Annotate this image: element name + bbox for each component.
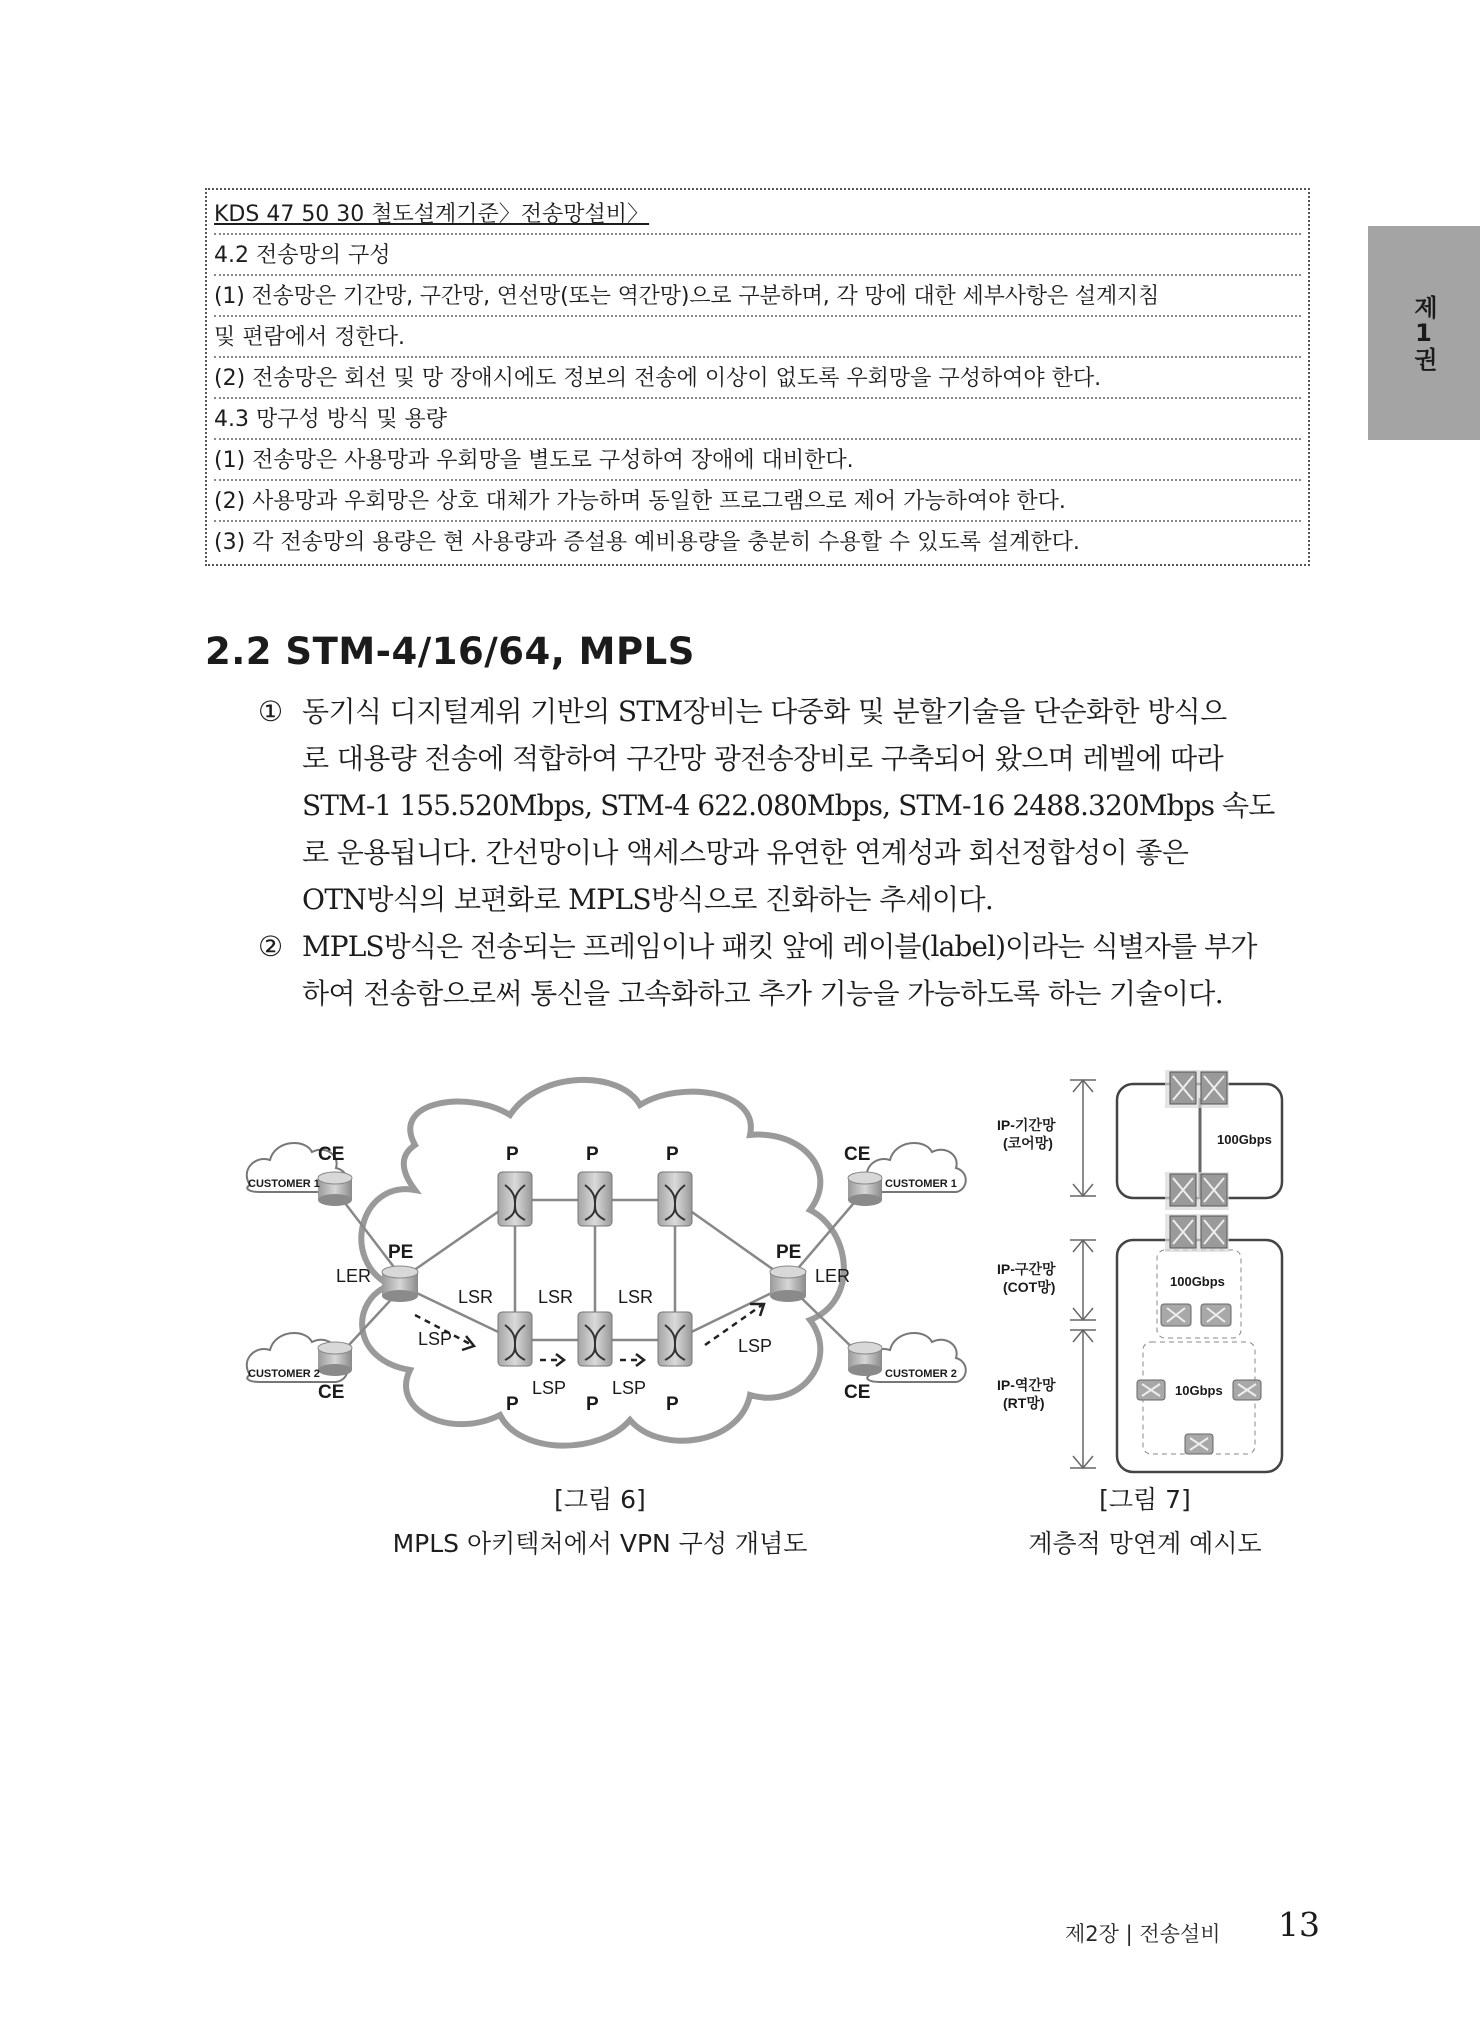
paragraph-line: 로 대용량 전송에 적합하여 구간망 광전송장비로 구축되어 왔으며 레벨에 따라 xyxy=(302,742,1224,775)
lsr-label: LSR xyxy=(538,1287,574,1307)
figure7-caption-title: 계층적 망연계 예시도 xyxy=(1028,1529,1262,1558)
p-label: P xyxy=(666,1144,679,1165)
tier-scale-bars xyxy=(1070,1080,1096,1468)
paragraph-item-2 xyxy=(258,923,1318,1017)
p-switch-icon xyxy=(658,1312,692,1366)
lsr-label: LSR xyxy=(618,1287,654,1307)
reference-line: (2) 전송망은 회선 및 망 장애시에도 정보의 전송에 이상이 없도록 우회망을 구성하여야 한다. xyxy=(214,358,1301,399)
p-switch-icon xyxy=(498,1172,532,1226)
figure6-caption-title: MPLS 아키텍처에서 VPN 구성 개념도 xyxy=(392,1529,808,1558)
paragraph-line: MPLS방식은 전송되는 프레임이나 패킷 앞에 레이블(label)이라는 식별자를 부가 xyxy=(302,930,1257,963)
pe-label: PE xyxy=(776,1242,802,1263)
tier-sub: (COT망) xyxy=(1003,1279,1056,1295)
ler-label: LER xyxy=(815,1266,851,1286)
p-label: P xyxy=(506,1394,519,1415)
customer-label: CUSTOMER 2 xyxy=(885,1368,957,1380)
paragraph-line: 하여 전송함으로써 통신을 고속화하고 추가 기능을 가능하도록 하는 기술이다. xyxy=(302,977,1224,1010)
rt-switch-icon xyxy=(1137,1380,1165,1400)
ce-router-icon xyxy=(318,1172,352,1206)
paragraph-line: 로 운용됩니다. 간선망이나 액세스망과 유연한 연계성과 회선정합성이 좋은 xyxy=(302,836,1189,869)
item-number: ② xyxy=(258,930,284,963)
lsp-label: LSP xyxy=(612,1378,647,1398)
customer-label: CUSTOMER 1 xyxy=(248,1178,320,1190)
rt-switch-icon xyxy=(1185,1434,1213,1454)
ce-router-icon xyxy=(318,1342,352,1376)
item-number: ① xyxy=(258,695,284,728)
ce-router-icon xyxy=(848,1172,882,1206)
p-switch-icon xyxy=(578,1312,612,1366)
tier-sub: (RT망) xyxy=(1003,1395,1045,1411)
customer-label: CUSTOMER 1 xyxy=(885,1178,957,1190)
tier-name: IP-역간망 xyxy=(997,1377,1056,1393)
figure7-hierarchy-diagram xyxy=(995,1068,1295,1488)
lsp-label: LSP xyxy=(532,1378,567,1398)
p-switch-icon xyxy=(498,1312,532,1366)
p-label: P xyxy=(506,1144,519,1165)
ce-label: CE xyxy=(318,1144,345,1165)
p-switch-icon xyxy=(578,1172,612,1226)
bandwidth-label: 10Gbps xyxy=(1175,1383,1223,1398)
pe-label: PE xyxy=(388,1242,414,1263)
core-switch-icon xyxy=(1165,1172,1229,1210)
p-label: P xyxy=(586,1144,599,1165)
figure6-caption-number: [그림 6] xyxy=(554,1485,646,1514)
paragraph-item-1 xyxy=(258,688,1318,923)
cot-switch-icon xyxy=(1161,1304,1231,1326)
standard-reference-box xyxy=(205,188,1310,566)
ler-label: LER xyxy=(336,1266,372,1286)
paragraph-line: STM-1 155.520Mbps, STM-4 622.080Mbps, STM-16 2488.320Mbps 속도 xyxy=(302,789,1275,822)
paragraph-line: OTN방식의 보편화로 MPLS방식으로 진화하는 추세이다. xyxy=(302,883,994,916)
pe-router-icon xyxy=(382,1266,418,1302)
ce-label: CE xyxy=(318,1382,345,1403)
page-number: 13 xyxy=(1278,1905,1320,1944)
volume-side-tab xyxy=(1368,226,1480,440)
lsp-label: LSP xyxy=(418,1329,453,1349)
tier-name: IP-기간망 xyxy=(997,1117,1056,1133)
section-title: 2.2 STM-4/16/64, MPLS xyxy=(205,630,695,673)
reference-line: (2) 사용망과 우회망은 상호 대체가 가능하며 동일한 프로그램으로 제어 가능하여야 한다. xyxy=(214,481,1301,522)
reference-header: KDS 47 50 30 철도설계기준〉전송망설비〉 xyxy=(214,194,1301,235)
footer-chapter: 제2장 | 전송설비 xyxy=(1065,1922,1221,1946)
reference-line: (3) 각 전송망의 용량은 현 사용량과 증설용 예비용량을 충분히 수용할 수 있도록 설계한다. xyxy=(214,530,1080,555)
customer-label: CUSTOMER 2 xyxy=(248,1368,320,1380)
pe-router-icon xyxy=(770,1266,806,1302)
lsp-label: LSP xyxy=(738,1336,773,1356)
tier-sub: (코어망) xyxy=(1003,1135,1053,1151)
ce-label: CE xyxy=(844,1144,871,1165)
cot-switch-icon xyxy=(1165,1214,1229,1252)
lsr-label: LSR xyxy=(458,1287,494,1307)
core-switch-icon xyxy=(1165,1070,1229,1108)
paragraph-line: 동기식 디지털계위 기반의 STM장비는 다중화 및 분할기술을 단순화한 방식으 xyxy=(302,695,1227,728)
p-switch-icon xyxy=(658,1172,692,1226)
figure6-mpls-vpn-diagram xyxy=(240,1060,970,1490)
p-label: P xyxy=(666,1394,679,1415)
p-label: P xyxy=(586,1394,599,1415)
bandwidth-label: 100Gbps xyxy=(1217,1132,1272,1147)
reference-line: 4.2 전송망의 구성 xyxy=(214,235,1301,276)
reference-line: (1) 전송망은 사용망과 우회망을 별도로 구성하여 장애에 대비한다. xyxy=(214,440,1301,481)
bandwidth-label: 100Gbps xyxy=(1170,1274,1225,1289)
ce-label: CE xyxy=(844,1382,871,1403)
reference-line: (1) 전송망은 기간망, 구간망, 연선망(또는 역간망)으로 구분하며, 각 망에 대한 세부사항은 설계지침 xyxy=(214,276,1301,317)
figure7-caption-number: [그림 7] xyxy=(1099,1485,1191,1514)
ce-router-icon xyxy=(848,1342,882,1376)
reference-line: 및 편람에서 정한다. xyxy=(214,317,1301,358)
rt-switch-icon xyxy=(1233,1380,1261,1400)
volume-label: 제1권 xyxy=(1409,295,1438,371)
mpls-network-cloud xyxy=(361,1080,843,1446)
tier-name: IP-구간망 xyxy=(997,1261,1056,1277)
reference-line: 4.3 망구성 방식 및 용량 xyxy=(214,399,1301,440)
